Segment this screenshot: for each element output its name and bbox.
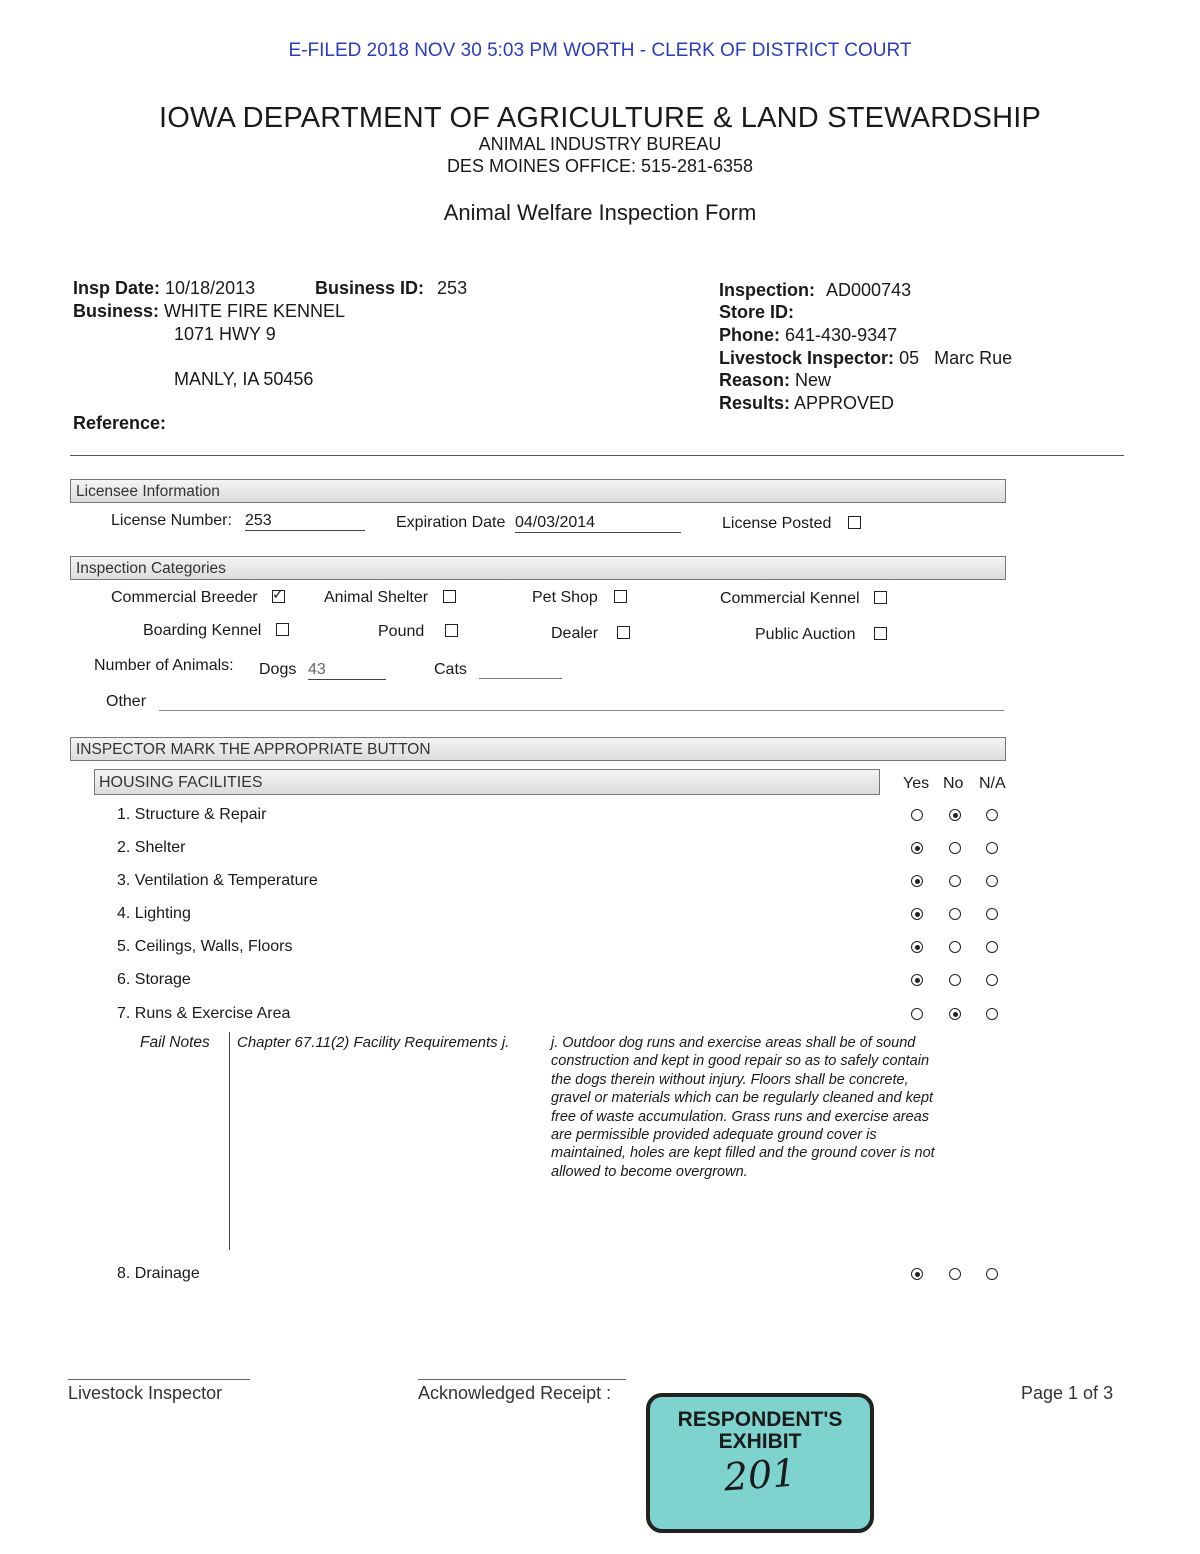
stamp-number: 201: [722, 1450, 798, 1500]
other-field-line[interactable]: [159, 710, 1004, 711]
radio-na[interactable]: [986, 908, 998, 920]
category-animal-shelter: [324, 589, 456, 607]
radio-yes[interactable]: [911, 908, 923, 920]
stamp-line2: EXHIBIT: [718, 1430, 802, 1453]
business-label: Business:: [73, 301, 160, 321]
expiration-label: Expiration Date: [396, 514, 506, 531]
fail-chapter: Chapter 67.11(2) Facility Requirements j.: [237, 1034, 510, 1051]
commercial-breeder-label: Commercial Breeder: [111, 589, 258, 606]
col-yes: Yes: [903, 775, 930, 792]
store-id-label: Store ID:: [719, 302, 795, 322]
license-posted-checkbox[interactable]: [848, 516, 861, 529]
radio-yes[interactable]: [911, 941, 923, 953]
results-label: Results:: [719, 393, 791, 413]
radio-no[interactable]: [949, 1268, 961, 1280]
other-label: Other: [106, 693, 147, 710]
radio-na[interactable]: [986, 809, 998, 821]
categories-section-bar: Inspection Categories: [70, 556, 1006, 580]
license-number-field: [245, 512, 365, 531]
boarding-kennel-checkbox[interactable]: [276, 623, 289, 636]
number-of-animals-label: Number of Animals:: [94, 657, 234, 674]
stamp-line1: RESPONDENT'S: [677, 1408, 843, 1431]
inspector-section-bar: INSPECTOR MARK THE APPROPRIATE BUTTON: [70, 737, 1006, 761]
cats-label: Cats: [434, 661, 467, 678]
pound-checkbox[interactable]: [445, 624, 458, 637]
reason-value: New: [795, 370, 832, 390]
radio-yes[interactable]: [911, 1268, 923, 1280]
inspection-label: Inspection:: [719, 280, 816, 300]
insp-date-label: Insp Date:: [73, 278, 161, 298]
dogs-label: Dogs: [259, 661, 297, 678]
expiration-value: 04/03/2014: [515, 514, 681, 533]
license-posted-label: License Posted: [722, 515, 832, 532]
dealer-checkbox[interactable]: [617, 626, 630, 639]
reason-label: Reason:: [719, 370, 791, 390]
inspector-label: Livestock Inspector:: [719, 348, 895, 368]
radio-no[interactable]: [949, 809, 961, 821]
inspection-value: AD000743: [826, 280, 912, 300]
agency-title: IOWA DEPARTMENT OF AGRICULTURE & LAND STEWARDSHIP: [158, 102, 1042, 134]
commercial-kennel-label: Commercial Kennel: [720, 590, 860, 607]
fail-notes-text: j. Outdoor dog runs and exercise areas shall be of sound construction and kept in good repair so as to safely contain the dogs therein without injury. Floors shall be concrete, gravel or materials which can be regularly cleaned and kept free of waste accumulation. Grass runs and exercise areas are permissible provided adequate ground cover is maintained, holes are kept filled and the ground cover is not allowed to become overgrown.: [551, 1035, 935, 1180]
housing-item-label: 6. Storage: [117, 971, 191, 988]
dogs-value: 43: [308, 661, 386, 680]
business-id-value: 253: [437, 278, 468, 298]
business-id-row: [315, 278, 467, 299]
inspector-signature-label: Livestock Inspector: [68, 1383, 223, 1403]
radio-no[interactable]: [949, 875, 961, 887]
licensee-section-bar: Licensee Information: [70, 479, 1006, 503]
radio-yes[interactable]: [911, 809, 923, 821]
ack-receipt-label: Acknowledged Receipt :: [418, 1383, 612, 1403]
radio-na[interactable]: [986, 974, 998, 986]
category-pet-shop: [532, 589, 627, 607]
category-public-auction: [755, 626, 887, 644]
category-dealer: [551, 625, 630, 643]
inspection-row: [719, 280, 911, 301]
radio-no[interactable]: [949, 842, 961, 854]
boarding-kennel-label: Boarding Kennel: [143, 622, 262, 639]
housing-item-label: 7. Runs & Exercise Area: [117, 1005, 291, 1022]
public-auction-checkbox[interactable]: [874, 627, 887, 640]
business-name: WHITE FIRE KENNEL: [164, 301, 346, 321]
reason-row: [719, 370, 831, 391]
housing-facilities-bar: HOUSING FACILITIES: [94, 769, 880, 795]
pound-label: Pound: [378, 623, 425, 640]
category-boarding-kennel: [143, 622, 289, 640]
ack-signature-line: [418, 1379, 626, 1380]
phone-value: 641-430-9347: [785, 325, 898, 345]
radio-na[interactable]: [986, 875, 998, 887]
address-line1: 1071 HWY 9: [174, 324, 276, 344]
cats-field-line[interactable]: [479, 678, 562, 679]
category-pound: [378, 623, 458, 641]
divider: [70, 455, 1124, 456]
inspector-signature-line: [68, 1379, 250, 1380]
animal-shelter-label: Animal Shelter: [324, 589, 429, 606]
radio-na[interactable]: [986, 842, 998, 854]
radio-yes[interactable]: [911, 875, 923, 887]
fail-notes-label: Fail Notes: [140, 1034, 210, 1051]
dogs-field: [308, 661, 386, 680]
dealer-label: Dealer: [551, 625, 599, 642]
pet-shop-label: Pet Shop: [532, 589, 598, 606]
license-number-value: 253: [245, 512, 365, 531]
category-commercial-kennel: [720, 590, 887, 608]
radio-yes[interactable]: [911, 842, 923, 854]
radio-na[interactable]: [986, 1008, 998, 1020]
office-phone: DES MOINES OFFICE: 515-281-6358: [446, 156, 754, 176]
col-na: N/A: [979, 775, 1006, 792]
inspector-value: 05 Marc Rue: [899, 348, 1013, 368]
radio-no[interactable]: [949, 908, 961, 920]
housing-item-label: 8. Drainage: [117, 1265, 200, 1282]
radio-na[interactable]: [986, 1268, 998, 1280]
phone-label: Phone:: [719, 325, 780, 345]
fail-notes-divider: [229, 1032, 230, 1250]
phone-row: [719, 325, 897, 346]
efiled-stamp: E-FILED 2018 NOV 30 5:03 PM WORTH - CLERK OF DISTRICT COURT: [288, 40, 912, 61]
exhibit-stamp: [646, 1393, 874, 1533]
housing-item-label: 4. Lighting: [117, 905, 191, 922]
expiration-field: [515, 514, 681, 533]
license-posted: [722, 515, 861, 533]
radio-no[interactable]: [949, 1008, 961, 1020]
address-line2: MANLY, IA 50456: [174, 369, 314, 389]
radio-yes[interactable]: [911, 1008, 923, 1020]
public-auction-label: Public Auction: [755, 626, 856, 643]
business-row: [73, 301, 345, 322]
page-number: Page 1 of 3: [1021, 1383, 1114, 1403]
pet-shop-checkbox[interactable]: [614, 590, 627, 603]
housing-item-label: 1. Structure & Repair: [117, 806, 267, 823]
housing-item-label: 5. Ceilings, Walls, Floors: [117, 938, 293, 955]
reference-label: Reference:: [73, 413, 167, 433]
animal-shelter-checkbox[interactable]: [443, 590, 456, 603]
inspector-row: [719, 348, 1012, 369]
radio-no[interactable]: [949, 974, 961, 986]
results-row: [719, 393, 894, 414]
commercial-kennel-checkbox[interactable]: [874, 591, 887, 604]
housing-item-label: 3. Ventilation & Temperature: [117, 872, 318, 889]
col-no: No: [943, 775, 964, 792]
radio-na[interactable]: [986, 941, 998, 953]
bureau-name: ANIMAL INDUSTRY BUREAU: [478, 134, 722, 154]
radio-yes[interactable]: [911, 974, 923, 986]
commercial-breeder-checkbox[interactable]: [272, 590, 285, 603]
insp-date-value: 10/18/2013: [165, 278, 256, 298]
form-title: Animal Welfare Inspection Form: [443, 200, 757, 225]
results-value: APPROVED: [794, 393, 895, 413]
radio-no[interactable]: [949, 941, 961, 953]
housing-item-label: 2. Shelter: [117, 839, 186, 856]
insp-date-row: [73, 278, 255, 299]
business-id-label: Business ID:: [315, 278, 425, 298]
category-commercial-breeder: [111, 589, 285, 607]
license-number-label: License Number:: [111, 512, 232, 529]
